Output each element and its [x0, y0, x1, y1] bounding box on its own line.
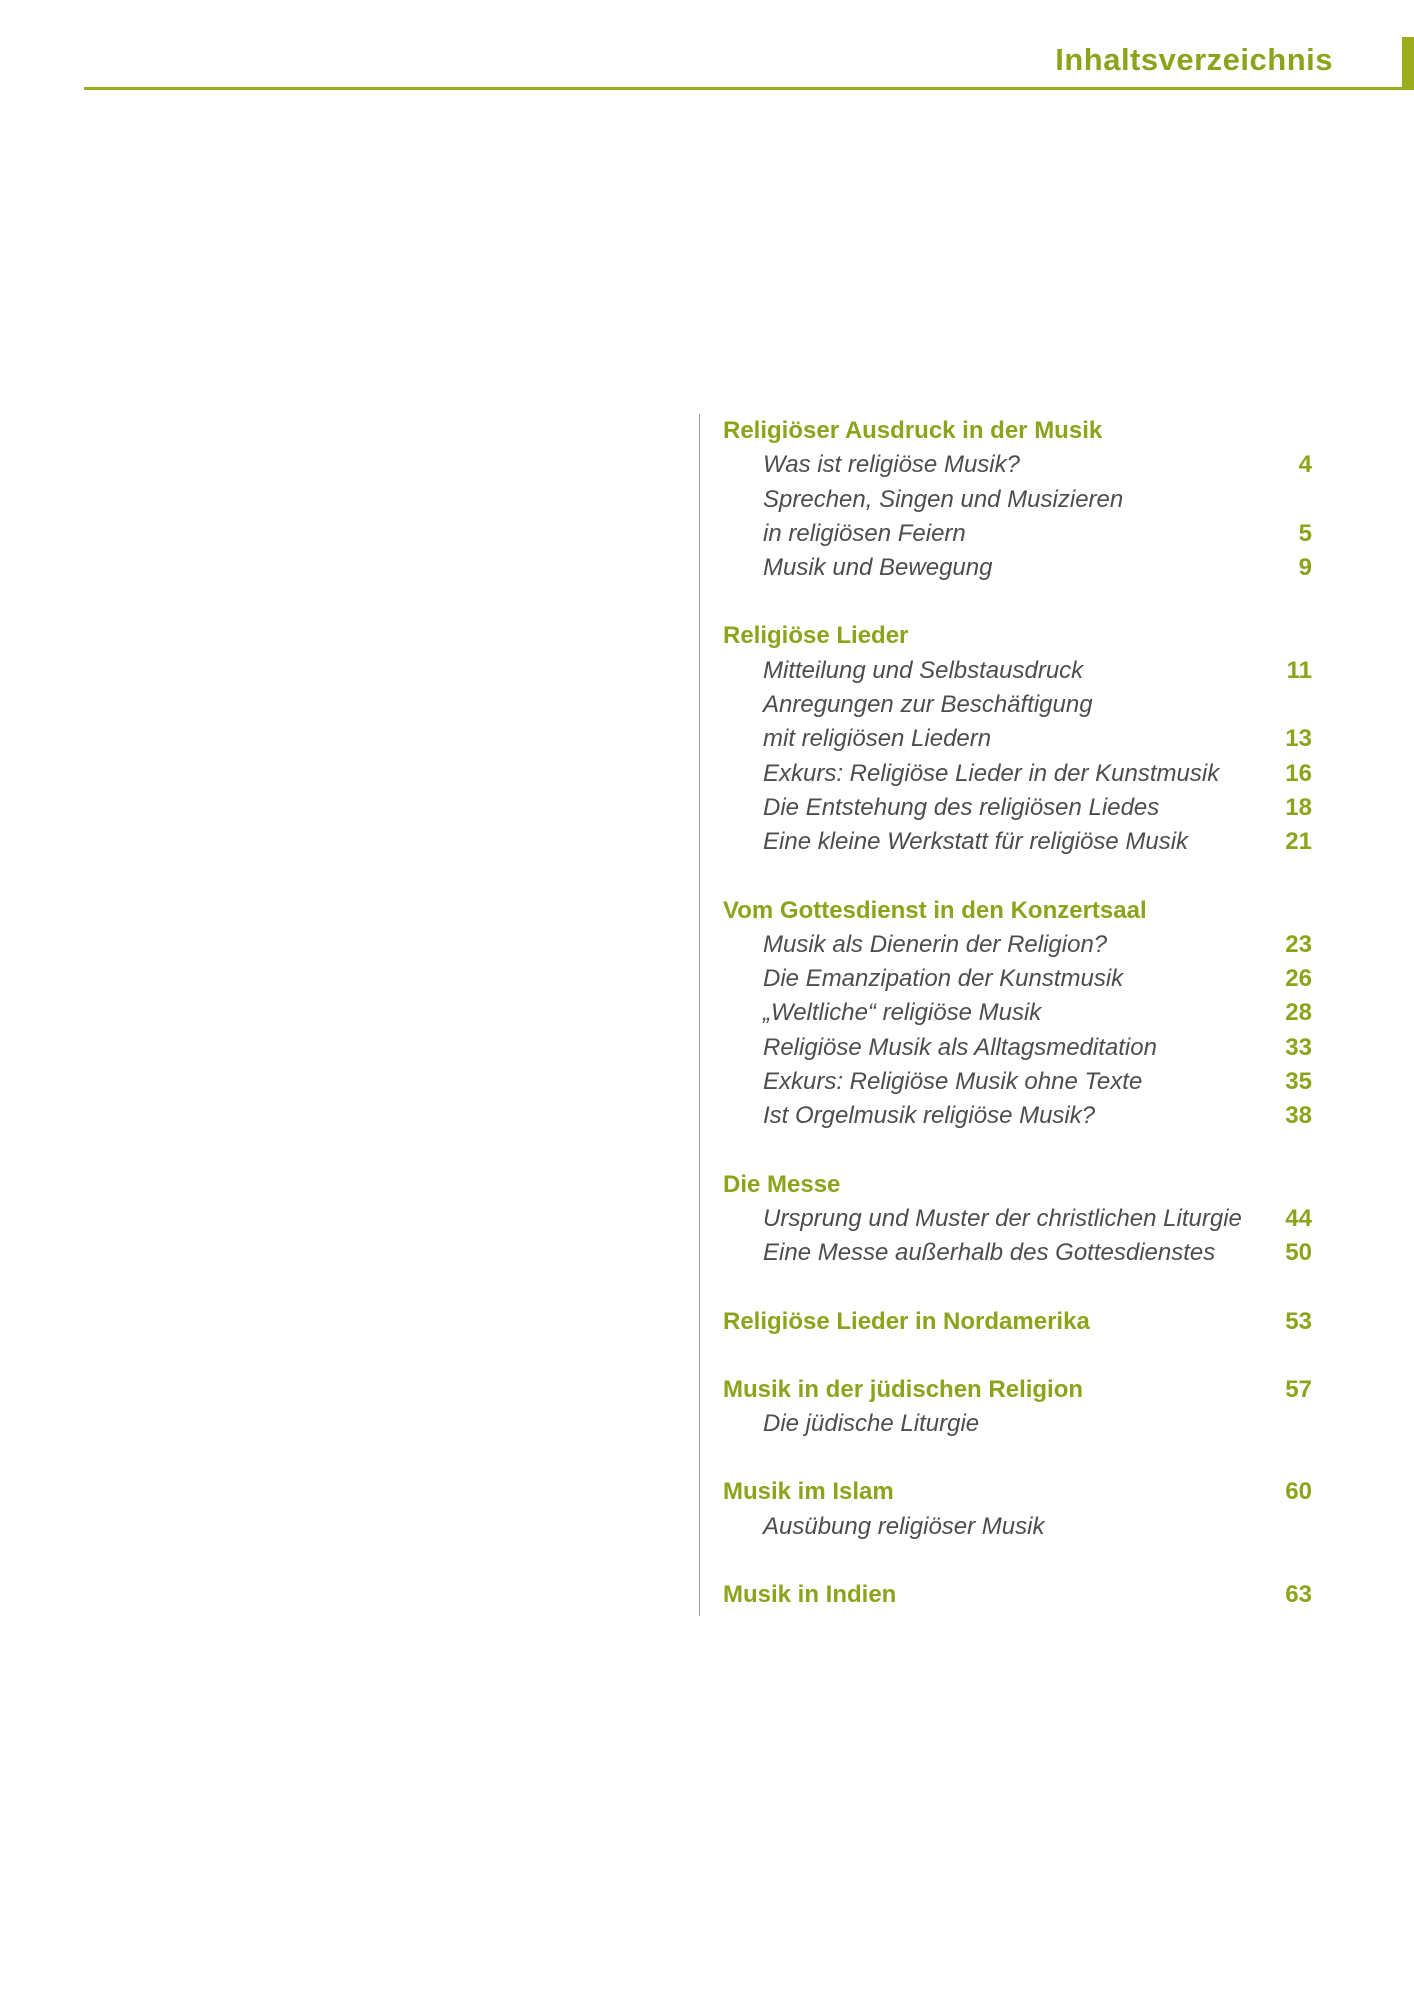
toc-section-nordamerika — [700, 1305, 1312, 1339]
page-title: Inhaltsverzeichnis — [1055, 42, 1333, 77]
toc-heading-label: Vom Gottesdienst in den Konzertsaal — [723, 896, 1147, 924]
toc-entry[interactable] — [700, 1202, 1312, 1236]
toc-entry-label: Exkurs: Religiöse Lieder in der Kunstmusik — [763, 759, 1220, 787]
toc-entry-label: Ausübung religiöser Musik — [763, 1512, 1045, 1540]
toc-entry[interactable] — [700, 1099, 1312, 1133]
toc-page-number: 26 — [1285, 965, 1312, 993]
toc-section-die-messe — [700, 1168, 1312, 1271]
toc-entry-label: Ursprung und Muster der christlichen Liturgie — [763, 1204, 1242, 1232]
toc-section-juedische-religion — [700, 1373, 1312, 1442]
toc-entry[interactable] — [700, 996, 1312, 1030]
toc-heading-label: Musik in Indien — [723, 1581, 897, 1609]
toc-page-number: 5 — [1298, 519, 1312, 547]
toc-entry[interactable] — [700, 1510, 1312, 1544]
toc-section-religioese-lieder — [700, 619, 1312, 859]
toc-entry-label: Anregungen zur Beschäftigung — [763, 691, 1093, 719]
toc-entry[interactable] — [700, 791, 1312, 825]
toc-page-number: 33 — [1285, 1033, 1312, 1061]
toc-entry[interactable] — [700, 517, 1312, 551]
toc-page-number: 50 — [1285, 1239, 1312, 1267]
toc-section-religioeser-ausdruck — [700, 414, 1312, 585]
toc-section-indien — [700, 1578, 1312, 1612]
toc-section-heading[interactable] — [700, 414, 1312, 448]
toc-heading-label: Musik im Islam — [723, 1478, 894, 1506]
toc-page-number: 38 — [1285, 1102, 1312, 1130]
toc-page-number: 16 — [1285, 759, 1312, 787]
toc-page-number: 4 — [1298, 451, 1312, 479]
toc-section-heading[interactable] — [700, 1168, 1312, 1202]
toc-entry-label: Die Entstehung des religiösen Liedes — [763, 793, 1160, 821]
toc-section-heading[interactable] — [700, 1373, 1312, 1407]
toc-section-heading[interactable] — [700, 1475, 1312, 1509]
toc-entry-label: Religiöse Musik als Alltagsmeditation — [763, 1033, 1157, 1061]
toc-entry[interactable] — [700, 1236, 1312, 1270]
toc-entry[interactable] — [700, 928, 1312, 962]
toc-entry-label: Ist Orgelmusik religiöse Musik? — [763, 1102, 1096, 1130]
toc-entry-label: „Weltliche“ religiöse Musik — [763, 999, 1042, 1027]
toc-heading-label: Religiöse Lieder — [723, 622, 909, 650]
toc-entry[interactable] — [700, 962, 1312, 996]
toc-entry-label: Eine kleine Werkstatt für religiöse Musik — [763, 828, 1189, 856]
toc-page-number: 21 — [1285, 828, 1312, 856]
toc-page-number: 60 — [1285, 1478, 1312, 1506]
toc-section-heading[interactable] — [700, 1578, 1312, 1612]
toc-entry[interactable] — [700, 722, 1312, 756]
toc-page-number: 44 — [1285, 1204, 1312, 1232]
toc-entry-label: Sprechen, Singen und Musizieren — [763, 485, 1124, 513]
toc-entry[interactable] — [700, 551, 1312, 585]
toc-entry[interactable] — [700, 1065, 1312, 1099]
toc-section-heading[interactable] — [700, 1305, 1312, 1339]
header-tab-marker — [1402, 37, 1414, 90]
toc-section-heading[interactable] — [700, 894, 1312, 928]
toc-entry[interactable] — [700, 825, 1312, 859]
toc-entry-label: Eine Messe außerhalb des Gottesdienstes — [763, 1239, 1216, 1267]
toc-page-number: 11 — [1286, 656, 1312, 684]
toc-heading-label: Die Messe — [723, 1170, 841, 1198]
toc-heading-label: Religiöser Ausdruck in der Musik — [723, 417, 1103, 444]
table-of-contents — [699, 414, 1312, 1616]
toc-heading-label: Religiöse Lieder in Nordamerika — [723, 1307, 1090, 1335]
toc-page-number: 9 — [1298, 554, 1312, 582]
toc-entry-label: Die Emanzipation der Kunstmusik — [763, 965, 1124, 993]
toc-entry[interactable] — [700, 757, 1312, 791]
toc-page-number: 18 — [1285, 793, 1312, 821]
toc-entry-label: Musik und Bewegung — [763, 554, 993, 582]
toc-entry[interactable] — [700, 448, 1312, 482]
toc-entry[interactable] — [700, 1407, 1312, 1441]
toc-page-number: 28 — [1285, 999, 1312, 1027]
toc-heading-label: Musik in der jüdischen Religion — [723, 1375, 1084, 1403]
toc-section-islam — [700, 1475, 1312, 1544]
toc-page-number: 63 — [1285, 1581, 1312, 1609]
toc-section-heading[interactable] — [700, 619, 1312, 653]
toc-page-number: 53 — [1285, 1307, 1312, 1335]
toc-page-number: 57 — [1285, 1375, 1312, 1403]
toc-entry-label: in religiösen Feiern — [763, 519, 966, 547]
toc-entry[interactable] — [700, 1031, 1312, 1065]
toc-entry-label: Musik als Dienerin der Religion? — [763, 930, 1108, 958]
toc-entry-label: Die jüdische Liturgie — [763, 1410, 980, 1438]
toc-entry-label: Exkurs: Religiöse Musik ohne Texte — [763, 1068, 1143, 1096]
toc-entry-label: Mitteilung und Selbstausdruck — [763, 656, 1084, 684]
toc-entry[interactable] — [700, 654, 1312, 688]
toc-section-gottesdienst-konzertsaal — [700, 894, 1312, 1134]
toc-page-number: 13 — [1285, 725, 1312, 753]
toc-page-number: 35 — [1285, 1068, 1312, 1096]
toc-entry[interactable] — [700, 483, 1312, 517]
header-rule — [84, 87, 1414, 90]
toc-entry-label: Was ist religiöse Musik? — [763, 451, 1020, 479]
toc-page-number: 23 — [1285, 930, 1312, 958]
toc-entry[interactable] — [700, 688, 1312, 722]
toc-entry-label: mit religiösen Liedern — [763, 725, 992, 753]
